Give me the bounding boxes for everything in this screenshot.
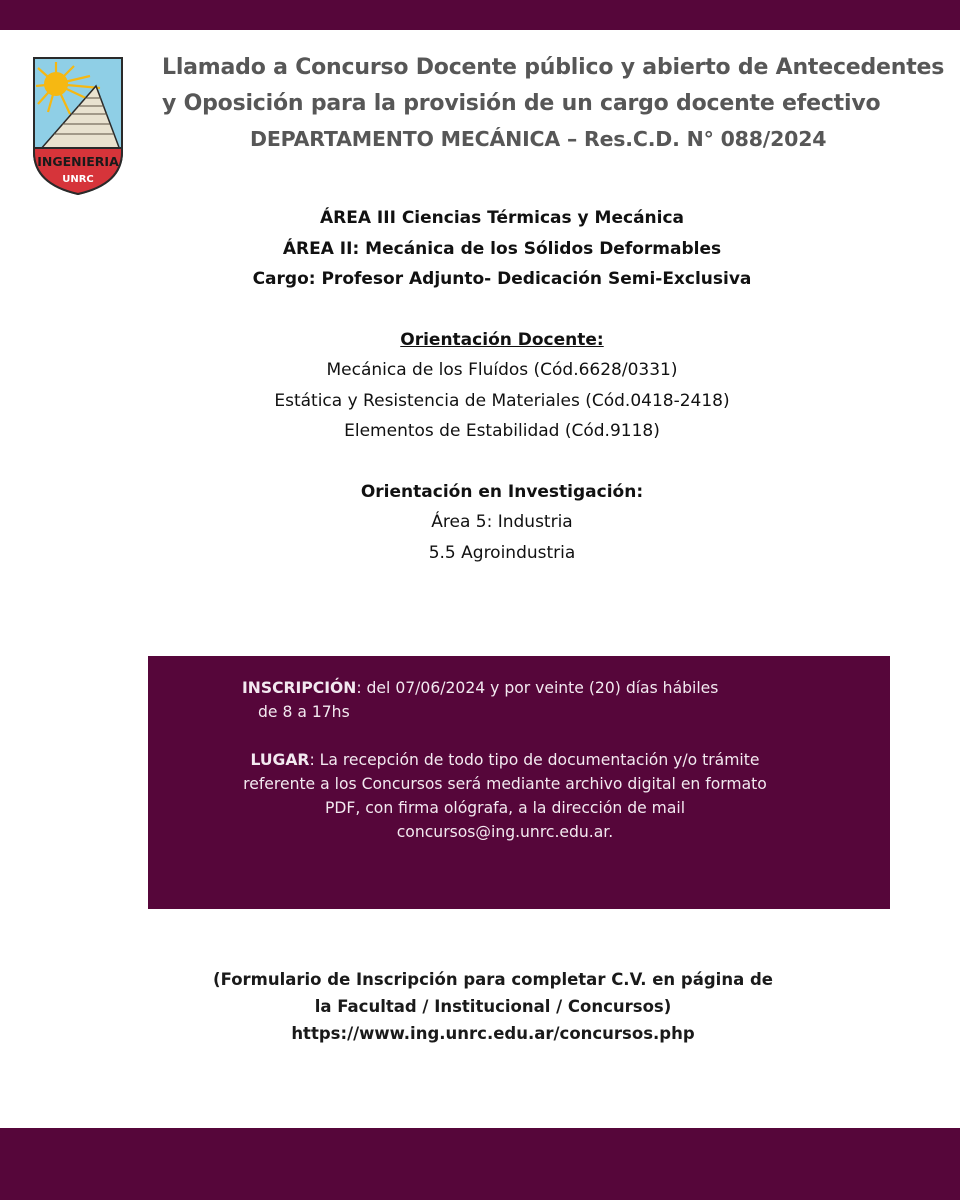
header-title-line-2: y Oposición para la provisión de un cargo docente efectivo (162, 91, 881, 116)
bottom-band (0, 1128, 960, 1200)
area-2: ÁREA II: Mecánica de los Sólidos Deformables (282, 238, 722, 259)
header-title-line-1: Llamado a Concurso Docente público y abierto de Antecedentes (162, 55, 945, 80)
logo-text: INGENIERIA (37, 154, 119, 169)
orientacion-docente-item: Mecánica de los Fluídos (Cód.6628/0331) (326, 360, 678, 380)
orientacion-investigacion-item: 5.5 Agroindustria (428, 542, 576, 563)
lugar-line-3: PDF, con firma ológrafa, a la dirección de mail (324, 799, 686, 817)
footer-url[interactable]: https://www.ing.unrc.edu.ar/concursos.php (291, 1024, 695, 1043)
cargo: Cargo: Profesor Adjunto- Dedicación Semi-Exclusiva (252, 269, 752, 289)
inscripcion-line (242, 676, 718, 700)
footer-block (0, 966, 960, 1047)
lugar-label: LUGAR (250, 751, 310, 769)
lugar-line-1 (148, 748, 862, 772)
top-band (0, 0, 960, 30)
footer-line-2: la Facultad / Institucional / Concursos) (314, 997, 672, 1016)
orientacion-docente-item: Elementos de Estabilidad (Cód.9118) (344, 421, 660, 441)
orientacion-investigacion-title: Orientación en Investigación: (360, 481, 644, 502)
logo-subtext: UNRC (62, 174, 94, 185)
header-department: DEPARTAMENTO MECÁNICA – Res.C.D. N° 088/2024 (250, 127, 827, 151)
inscripcion-hours: de 8 a 17hs (258, 703, 350, 721)
inscripcion-box (148, 656, 890, 909)
lugar-text: : La recepción de todo tipo de documentación y/o trámite (309, 751, 760, 769)
areas-block (0, 203, 960, 568)
area-3: ÁREA III Ciencias Térmicas y Mecánica (319, 208, 685, 228)
lugar-email[interactable]: concursos@ing.unrc.edu.ar. (396, 823, 614, 841)
lugar-line-2: referente a los Concursos será mediante archivo digital en formato (243, 775, 767, 793)
footer-line-1: (Formulario de Inscripción para completar C.V. en página de (213, 970, 773, 989)
orientacion-investigacion-item: Área 5: Industria (431, 512, 573, 532)
orientacion-docente-title: Orientación Docente: (400, 329, 604, 350)
inscripcion-label: INSCRIPCIÓN (242, 679, 357, 697)
inscripcion-text: : del 07/06/2024 y por veinte (20) días hábiles (356, 679, 719, 697)
ingenieria-unrc-logo (30, 56, 126, 196)
orientacion-docente-item: Estática y Resistencia de Materiales (Cód.0418-2418) (274, 390, 730, 411)
